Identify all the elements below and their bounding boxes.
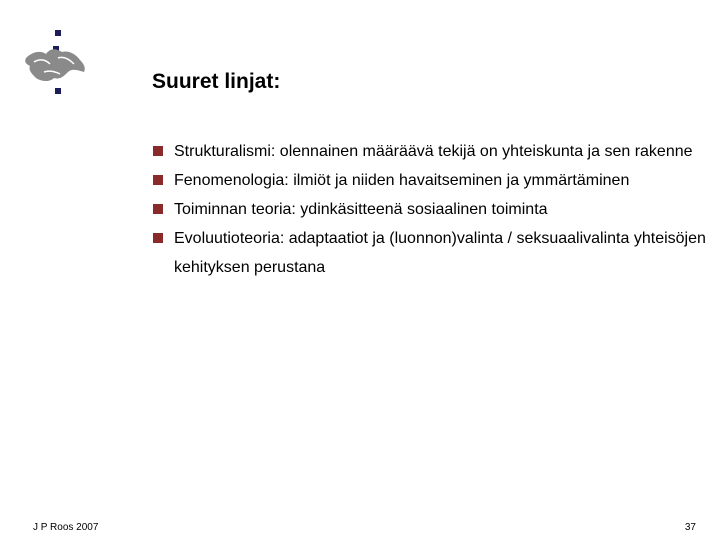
- bullet-text: Evoluutioteoria: adaptaatiot ja (luonnon)valinta / seksuaalivalinta yhteisöjen kehityksen perustana: [174, 230, 706, 276]
- bullet-item: [152, 195, 712, 224]
- square-bullet-icon: [153, 204, 163, 214]
- bullet-item: [152, 137, 712, 166]
- square-bullet-icon: [153, 233, 163, 243]
- bullet-text: Toiminnan teoria: ydinkäsitteenä sosiaalinen toiminta: [174, 201, 548, 218]
- footer-author: J P Roos 2007: [33, 522, 99, 533]
- bullet-text: Strukturalismi: olennainen määräävä tekijä on yhteiskunta ja sen rakenne: [174, 143, 693, 160]
- page-number: 37: [684, 522, 696, 533]
- bullet-item: [152, 224, 712, 282]
- bullet-list: [152, 137, 712, 282]
- square-bullet-icon: [153, 175, 163, 185]
- square-bullet-icon: [153, 146, 163, 156]
- university-logo-icon: [22, 28, 88, 96]
- bullet-item: [152, 166, 712, 195]
- bullet-text: Fenomenologia: ilmiöt ja niiden havaitseminen ja ymmärtäminen: [174, 172, 630, 189]
- slide-title: Suuret linjat:: [152, 70, 281, 93]
